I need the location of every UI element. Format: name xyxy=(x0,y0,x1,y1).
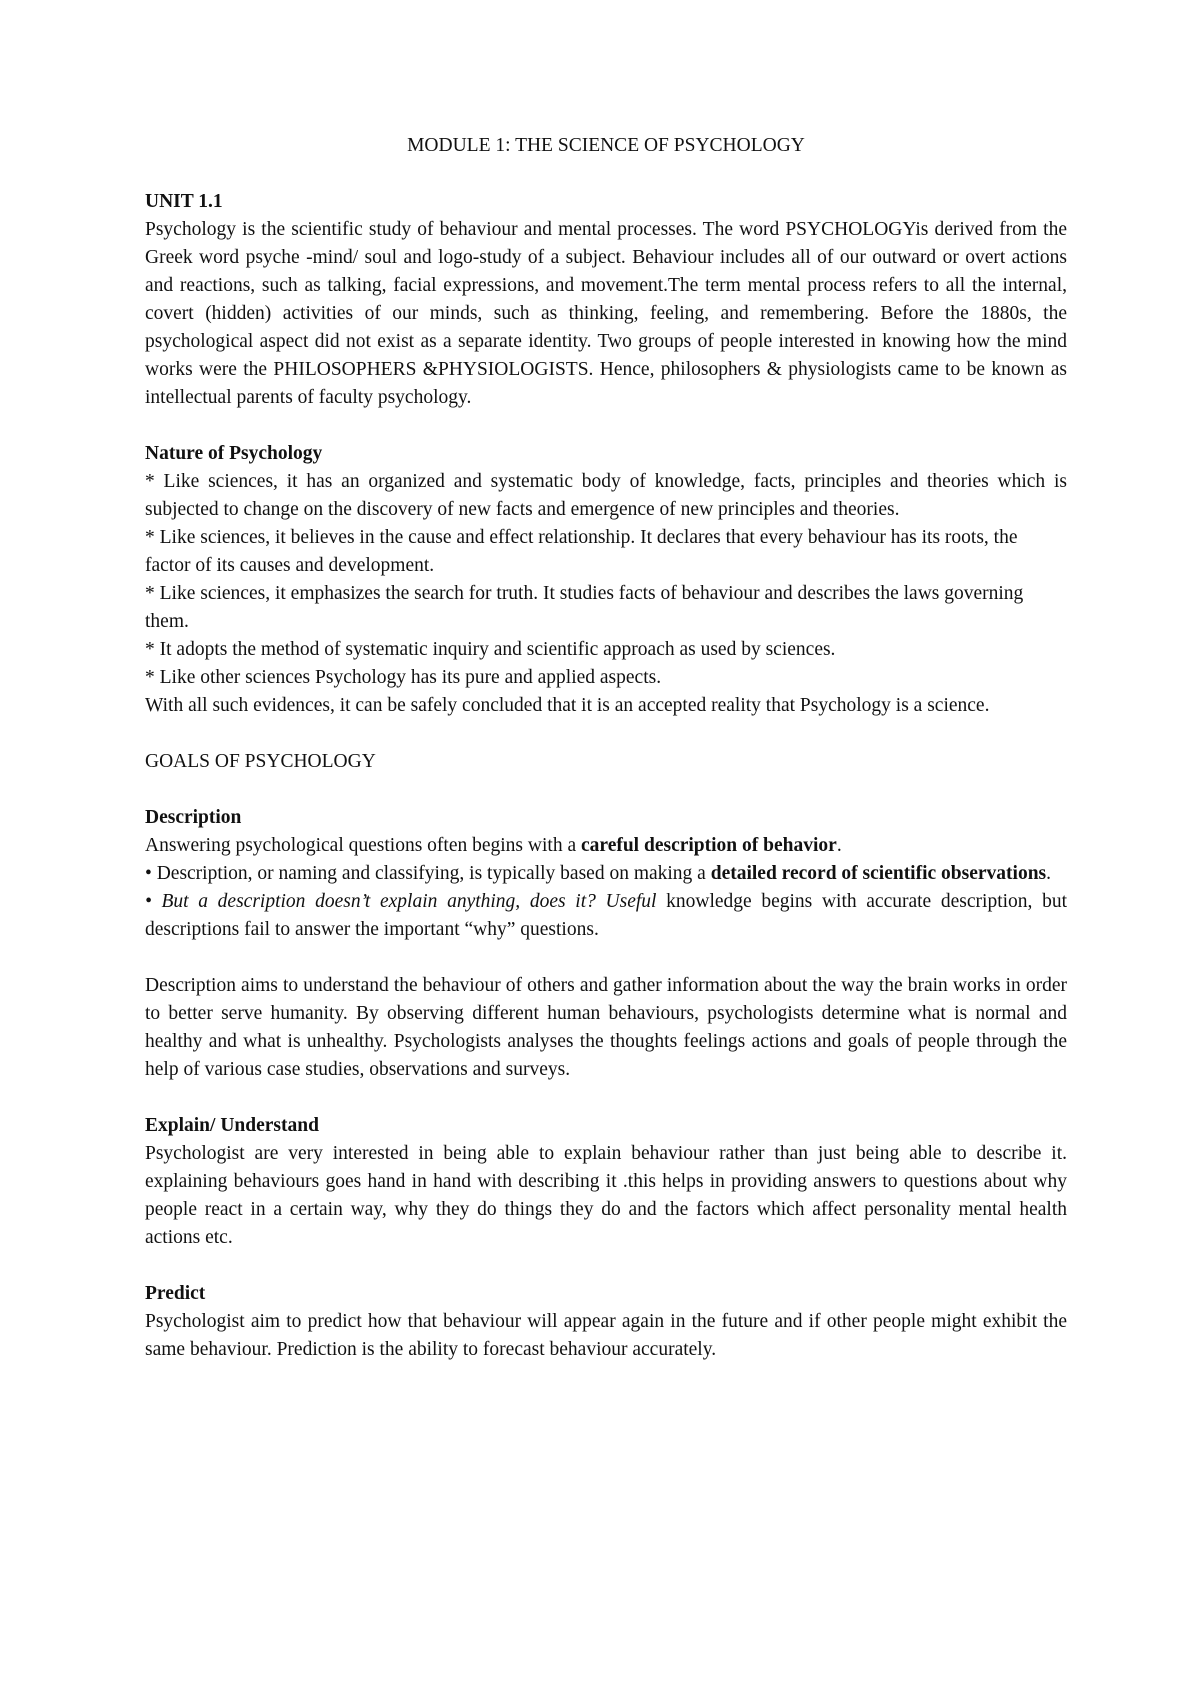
nature-item: * Like sciences, it emphasizes the search for truth. It studies facts of behaviour and describes the laws governing them. xyxy=(145,583,1024,632)
unit-heading: UNIT 1.1 xyxy=(145,191,223,212)
unit-paragraph: Psychology is the scientific study of behaviour and mental processes. The word PSYCHOLOGYis derived from the Greek word psyche -mind/ soul and logo-study of a subject. Behaviour includes all of our outward or overt actions and reactions, such as talking, facial expressions, and movement.The term mental process refers to all the internal, covert (hidden) activities of our minds, such as thinking, feeling, and remembering. Before the 1880s, the psychological aspect did not exist as a separate identity. Two groups of people interested in knowing how the mind works were the PHILOSOPHERS &PHYSIOLOGISTS. Hence, philosophers & physiologists came to be known as intellectual parents of faculty psychology. xyxy=(145,219,1067,408)
predict-paragraph: Psychologist aim to predict how that behaviour will appear again in the future and if other people might exhibit the same behaviour. Prediction is the ability to forecast behaviour accurately. xyxy=(145,1311,1067,1360)
text-run: knowledge begins with accurate description, but descriptions fail to answer the important “why” questions. xyxy=(145,891,1067,940)
nature-item: * Like other sciences Psychology has its pure and applied aspects. xyxy=(145,667,662,688)
description-heading: Description xyxy=(145,807,242,828)
text-run: • Description, or naming and classifying, is typically based on making a xyxy=(145,863,711,884)
emphasis-text: careful description of behavior xyxy=(580,835,837,856)
description-line-1 xyxy=(145,832,1067,860)
description-line-3 xyxy=(145,888,1067,944)
explain-heading: Explain/ Understand xyxy=(145,1115,319,1136)
emphasis-text: detailed record of scientific observations xyxy=(710,863,1047,884)
nature-item: * It adopts the method of systematic inquiry and scientific approach as used by sciences. xyxy=(145,639,836,660)
document-body xyxy=(145,132,1067,1364)
explain-paragraph: Psychologist are very interested in being able to explain behaviour rather than just being able to describe it. explaining behaviours goes hand in hand with describing it .this helps in providing answers to questions about why people react in a certain way, why they do things they do and the factors which affect personality mental health actions etc. xyxy=(145,1143,1067,1248)
text-run: Answering psychological questions often begins with a xyxy=(145,835,581,856)
goals-heading: GOALS OF PSYCHOLOGY xyxy=(145,751,376,772)
nature-item: * Like sciences, it believes in the cause and effect relationship. It declares that every behaviour has its roots, the factor of its causes and development. xyxy=(145,527,1018,576)
nature-heading: Nature of Psychology xyxy=(145,443,323,464)
description-paragraph: Description aims to understand the behaviour of others and gather information about the way the brain works in order to better serve humanity. By observing different human behaviours, psychologists determine what is normal and healthy and what is unhealthy. Psychologists analyses the thoughts feelings actions and goals of people through the help of various case studies, observations and surveys. xyxy=(145,975,1067,1080)
nature-item: * Like sciences, it has an organized and systematic body of knowledge, facts, principles and theories which is subjected to change on the discovery of new facts and emergence of new principles and theories. xyxy=(145,471,1067,520)
predict-heading: Predict xyxy=(145,1283,206,1304)
text-run: . xyxy=(1046,863,1052,884)
nature-conclusion: With all such evidences, it can be safely concluded that it is an accepted reality that Psychology is a science. xyxy=(145,695,990,716)
module-title: MODULE 1: THE SCIENCE OF PSYCHOLOGY xyxy=(407,135,805,156)
description-line-2 xyxy=(145,860,1067,888)
text-run: . xyxy=(836,835,842,856)
italic-text: • But a description doesn’t explain anything, does it? Useful xyxy=(145,891,657,912)
